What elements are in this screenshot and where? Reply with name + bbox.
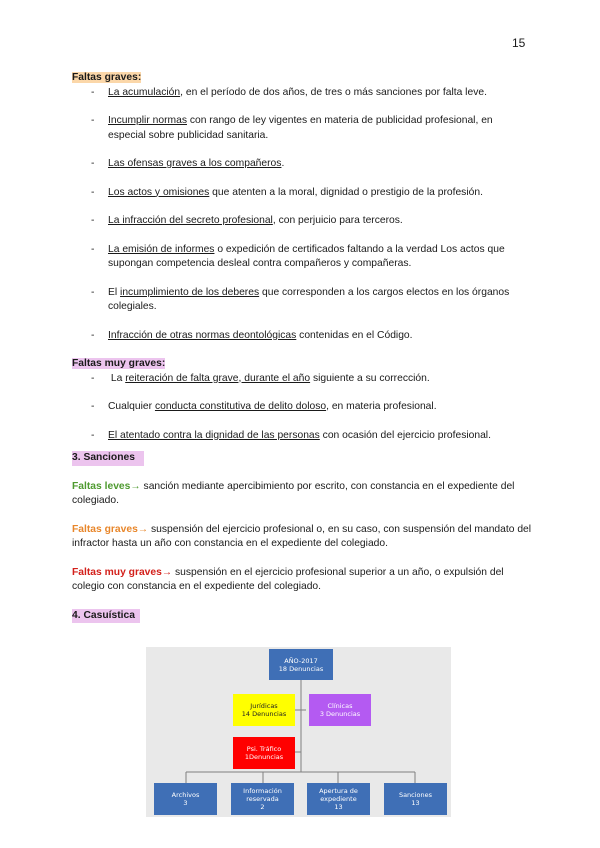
leves-label: Faltas leves→ [72, 480, 141, 492]
faltas-graves-heading: Faltas graves: [72, 72, 142, 83]
clinicas-box: Clínicas 3 Denuncias [309, 694, 371, 726]
list-item: - La acumulación, en el período de dos años, de tres o más sanciones por falta leve. [72, 86, 532, 101]
faltas-muy-graves-heading: Faltas muy graves: [72, 358, 166, 369]
document-body [72, 71, 532, 623]
sancion-graves: Faltas graves→ suspensión del ejercicio profesional o, en su caso, con suspensión del mandato del infractor hasta un año con constancia en el expediente del colegiado. [72, 523, 532, 549]
trafico-box: Psi. Tráfico 1Denuncias [233, 737, 295, 769]
juridicas-box: Jurídicas 14 Denuncias [233, 694, 295, 726]
outcome-apertura-expediente: Apertura de expediente 13 [307, 783, 370, 815]
page-number: 15 [512, 36, 526, 50]
list-item: - Las ofensas graves a los compañeros. [72, 157, 532, 172]
muy-graves-label: Faltas muy graves→ [72, 566, 173, 578]
list-item: - Los actos y omisiones que atenten a la moral, dignidad o prestigio de la profesión. [72, 186, 532, 201]
sanciones-heading: 3. Sanciones [72, 451, 144, 466]
casuistica-org-chart [146, 647, 451, 817]
outcome-informacion-reservada: Información reservada 2 [231, 783, 294, 815]
list-item: - La reiteración de falta grave, durante el año siguiente a su corrección. [72, 372, 532, 387]
sancion-muy-graves: Faltas muy graves→ suspensión en el ejercicio profesional superior a un año, o expulsión del colegio con constancia en el expediente del colegiado. [72, 566, 504, 592]
sancion-leves: Faltas leves→ sanción mediante apercibimiento por escrito, con constancia en el expediente del colegiado. [72, 480, 515, 506]
list-item: - El incumplimiento de los deberes que corresponden a los cargos electos en los órganos colegiales. [72, 286, 532, 315]
list-item: - Infracción de otras normas deontológicas contenidas en el Código. [72, 329, 532, 344]
faltas-graves-list [72, 86, 532, 344]
outcome-archivos: Archivos 3 [154, 783, 217, 815]
list-item: - El atentado contra la dignidad de las personas con ocasión del ejercicio profesional. [72, 429, 532, 444]
root-box: AÑO-2017 18 Denuncias [269, 649, 333, 680]
graves-label: Faltas graves→ [72, 523, 149, 535]
casuistica-heading: 4. Casuística [72, 609, 140, 624]
list-item: - Cualquier conducta constitutiva de delito doloso, en materia profesional. [72, 400, 532, 415]
faltas-muy-graves-list [72, 372, 532, 444]
list-item: - La emisión de informes o expedición de certificados faltando a la verdad Los actos que supongan competencia desleal contra compañeros y compañeras. [72, 243, 532, 272]
outcome-sanciones: Sanciones 13 [384, 783, 447, 815]
list-item: - Incumplir normas con rango de ley vigentes en materia de publicidad profesional, en especial sobre publicidad sanitaria. [72, 114, 532, 143]
list-item: - La infracción del secreto profesional, con perjuicio para terceros. [72, 214, 532, 229]
